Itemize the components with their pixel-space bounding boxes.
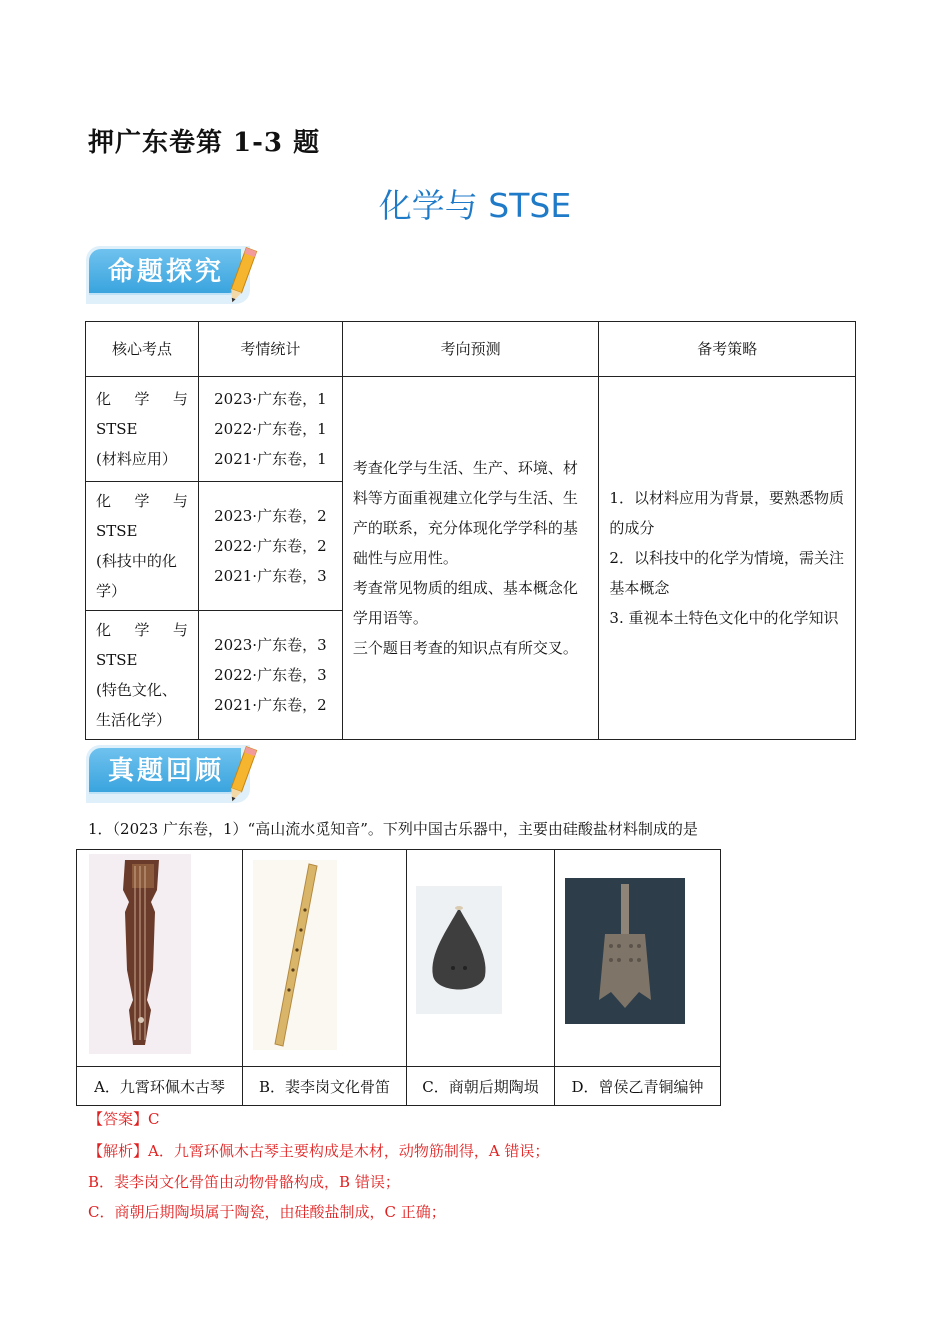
document-subtitle: 化学与 STSE — [378, 186, 572, 225]
header-core-point: 核心考点 — [86, 322, 199, 377]
topic-line: (特色文化、 — [96, 681, 177, 699]
prediction-paragraph: 考查化学与生活、生产、环境、材料等方面重视建立化学与生活、生产的联系，充分体现化学学科的基础性与应用性。 — [352, 459, 578, 567]
topic-char: 学 — [134, 492, 150, 510]
analysis-line: C．商朝后期陶埙属于陶瓷，由硅酸盐制成，C 正确； — [88, 1203, 446, 1221]
header-strategy: 备考策略 — [599, 322, 856, 377]
table-header-row — [86, 322, 856, 377]
stat-line: 2022·广东卷，1 — [214, 420, 327, 438]
analysis-line: B．裴李岗文化骨笛由动物骨骼构成，B 错误； — [88, 1173, 400, 1191]
stat-line: 2023·广东卷，1 — [214, 390, 327, 408]
topic-char: 与 — [172, 621, 188, 639]
prediction-paragraph: 考查常见物质的组成、基本概念化学用语等。 — [352, 579, 578, 627]
section-badge-label: 真题回顾 — [108, 756, 225, 786]
prediction-cell — [342, 377, 599, 740]
topic-cell — [86, 377, 199, 482]
question-stem: 1．（2023 广东卷，1）“高山流水觅知音”。下列中国古乐器中，主要由硅酸盐材料制成的是 — [88, 820, 698, 838]
option-image-cell — [77, 850, 243, 1067]
stat-line: 2023·广东卷，3 — [214, 636, 327, 654]
topic-line: (材料应用） — [96, 450, 177, 468]
section-badge-review — [86, 741, 264, 811]
topic-line: STSE — [96, 651, 138, 669]
pencil-icon — [220, 741, 264, 811]
topic-char: 与 — [172, 492, 188, 510]
topic-cell — [86, 482, 199, 611]
topic-line: (科技中的化 — [96, 552, 177, 570]
pencil-icon — [220, 242, 264, 312]
stat-line: 2021·广东卷，2 — [214, 696, 327, 714]
topic-char: 化 — [96, 492, 112, 510]
stat-line: 2021·广东卷，1 — [214, 450, 327, 468]
topic-line: STSE — [96, 420, 138, 438]
topic-char: 化 — [96, 390, 112, 408]
options-table — [76, 849, 721, 1106]
topic-line: STSE — [96, 522, 138, 540]
strategy-item: 2．以科技中的化学为情境，需关注基本概念 — [609, 549, 844, 597]
topic-char: 学 — [134, 621, 150, 639]
strategy-cell — [599, 377, 856, 740]
prediction-paragraph: 三个题目考查的知识点有所交叉。 — [352, 639, 578, 657]
exam-analysis-table — [85, 321, 856, 740]
topic-line: 学） — [96, 582, 127, 600]
option-label-b: B．裴李岗文化骨笛 — [243, 1067, 407, 1106]
topic-cell — [86, 611, 199, 740]
option-image-cell — [555, 850, 721, 1067]
section-badge-exploration — [86, 242, 264, 312]
bone-flute-image — [243, 850, 406, 1062]
stat-cell — [198, 377, 342, 482]
header-prediction: 考向预测 — [342, 322, 599, 377]
document-title: 押广东卷第 1-3 题 — [88, 128, 321, 158]
stat-line: 2022·广东卷，2 — [214, 537, 327, 555]
topic-char: 与 — [172, 390, 188, 408]
option-label-c: C．商朝后期陶埙 — [407, 1067, 555, 1106]
stat-cell — [198, 611, 342, 740]
answer-line: 【答案】C — [88, 1110, 160, 1128]
strategy-item: 3. 重视本土特色文化中的化学知识 — [609, 609, 839, 627]
guqin-image — [77, 850, 242, 1062]
option-label-a: A．九霄环佩木古琴 — [77, 1067, 243, 1106]
stat-line: 2021·广东卷，3 — [214, 567, 327, 585]
option-image-cell — [243, 850, 407, 1067]
section-badge-label: 命题探究 — [108, 257, 225, 287]
analysis-line: 【解析】A．九霄环佩木古琴主要构成是木材，动物筋制得，A 错误； — [88, 1142, 550, 1160]
topic-line: 生活化学） — [96, 711, 172, 729]
stat-cell — [198, 482, 342, 611]
strategy-item: 1．以材料应用为背景，要熟悉物质的成分 — [609, 489, 844, 537]
option-label-d: D．曾侯乙青铜编钟 — [555, 1067, 721, 1106]
table-row — [86, 377, 856, 482]
stat-line: 2022·广东卷，3 — [214, 666, 327, 684]
header-statistics: 考情统计 — [198, 322, 342, 377]
bronze-bell-image — [555, 850, 720, 1062]
stat-line: 2023·广东卷，2 — [214, 507, 327, 525]
pottery-xun-image — [407, 850, 554, 1062]
topic-char: 学 — [134, 390, 150, 408]
topic-char: 化 — [96, 621, 112, 639]
option-image-cell — [407, 850, 555, 1067]
